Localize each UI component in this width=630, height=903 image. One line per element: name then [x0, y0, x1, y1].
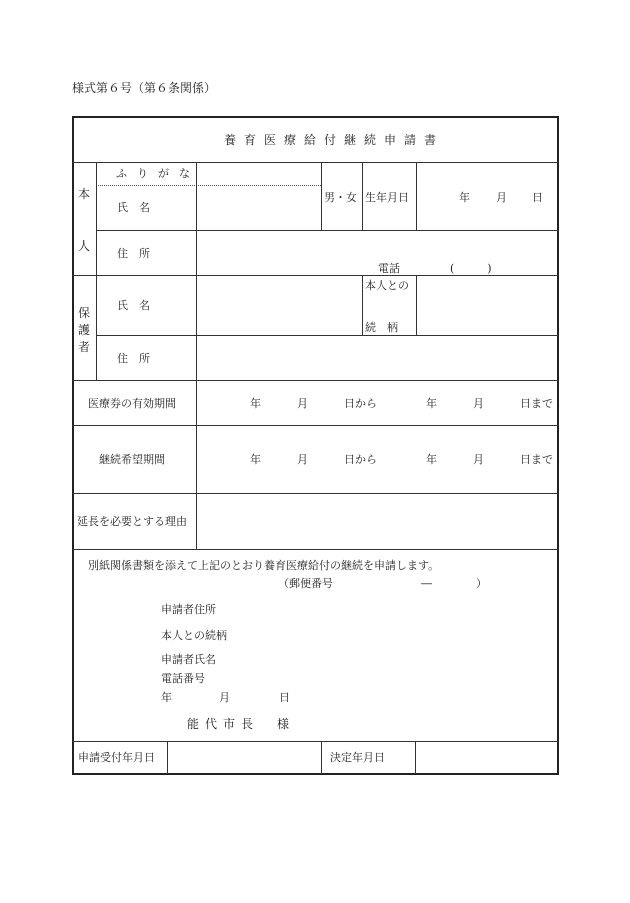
- phone-number-line-label: 電話番号: [161, 672, 205, 685]
- guardian-name-field[interactable]: [197, 276, 362, 335]
- validity-month-2: 月: [473, 397, 484, 410]
- validity-day-to: 日まで: [520, 397, 553, 410]
- applicant-address-field[interactable]: [197, 231, 557, 275]
- form-title: 養育医療給付継続申請書: [224, 133, 445, 147]
- birth-month-label: 月: [496, 191, 507, 204]
- desired-period-label: 継続希望期間: [99, 453, 165, 466]
- postal-code-dash: ―: [421, 577, 432, 590]
- desired-year-2: 年: [426, 453, 437, 466]
- applicant-address-line-label: 申請者住所: [161, 603, 216, 616]
- received-date-label: 申請受付年月日: [78, 751, 155, 764]
- furigana-label: ふりがな: [116, 167, 200, 180]
- form-number: 様式第６号（第６条関係）: [72, 81, 217, 95]
- received-date-field[interactable]: [168, 742, 321, 773]
- birth-day-label: 日: [532, 191, 543, 204]
- birth-year-label: 年: [459, 191, 470, 204]
- postal-code-close: ）: [476, 577, 487, 590]
- birthdate-label: 生年月日: [365, 191, 409, 204]
- guardian-address-field[interactable]: [197, 336, 557, 380]
- reason-field[interactable]: [197, 494, 557, 549]
- application-month-label: 月: [219, 691, 230, 704]
- guardian-section-label: 保護者: [78, 306, 91, 354]
- relation-line-label: 本人との続柄: [161, 629, 227, 642]
- relation-field[interactable]: [417, 276, 557, 335]
- relation-label-1: 本人との: [365, 279, 409, 292]
- desired-month: 月: [297, 453, 308, 466]
- validity-year: 年: [250, 397, 261, 410]
- decision-date-label: 決定年月日: [330, 751, 385, 764]
- applicant-name-label: 氏 名: [117, 201, 150, 214]
- validity-period-label: 医療券の有効期間: [88, 397, 176, 410]
- desired-day-from: 日から: [344, 453, 377, 466]
- desired-year: 年: [250, 453, 261, 466]
- guardian-name-label: 氏 名: [117, 299, 150, 312]
- mayor-addressee: 能代市長 様: [187, 717, 296, 731]
- validity-day-from: 日から: [344, 397, 377, 410]
- applicant-section-label-1: 本: [78, 187, 91, 201]
- furigana-field[interactable]: [197, 163, 321, 185]
- applicant-name-line-label: 申請者氏名: [161, 653, 216, 666]
- postal-code-label: （郵便番号: [278, 577, 333, 590]
- applicant-name-field[interactable]: [197, 186, 321, 230]
- sex-label: 男・女: [324, 191, 357, 204]
- application-day-label: 日: [279, 691, 290, 704]
- applicant-section-label-2: 人: [78, 239, 91, 253]
- relation-label-2: 続 柄: [365, 321, 398, 334]
- phone-paren: ( ): [450, 262, 492, 275]
- application-year-label: 年: [161, 691, 172, 704]
- declaration-text: 別紙関係書類を添えて上記のとおり養育医療給付の継続を申請します。: [88, 559, 440, 572]
- desired-month-2: 月: [473, 453, 484, 466]
- desired-day-to: 日まで: [520, 453, 553, 466]
- guardian-address-label: 住 所: [117, 352, 150, 365]
- applicant-address-label: 住 所: [117, 247, 150, 260]
- decision-date-field[interactable]: [416, 742, 557, 773]
- reason-label: 延長を必要とする理由: [77, 515, 187, 528]
- validity-month: 月: [297, 397, 308, 410]
- validity-year-2: 年: [426, 397, 437, 410]
- phone-label: 電話: [378, 262, 400, 275]
